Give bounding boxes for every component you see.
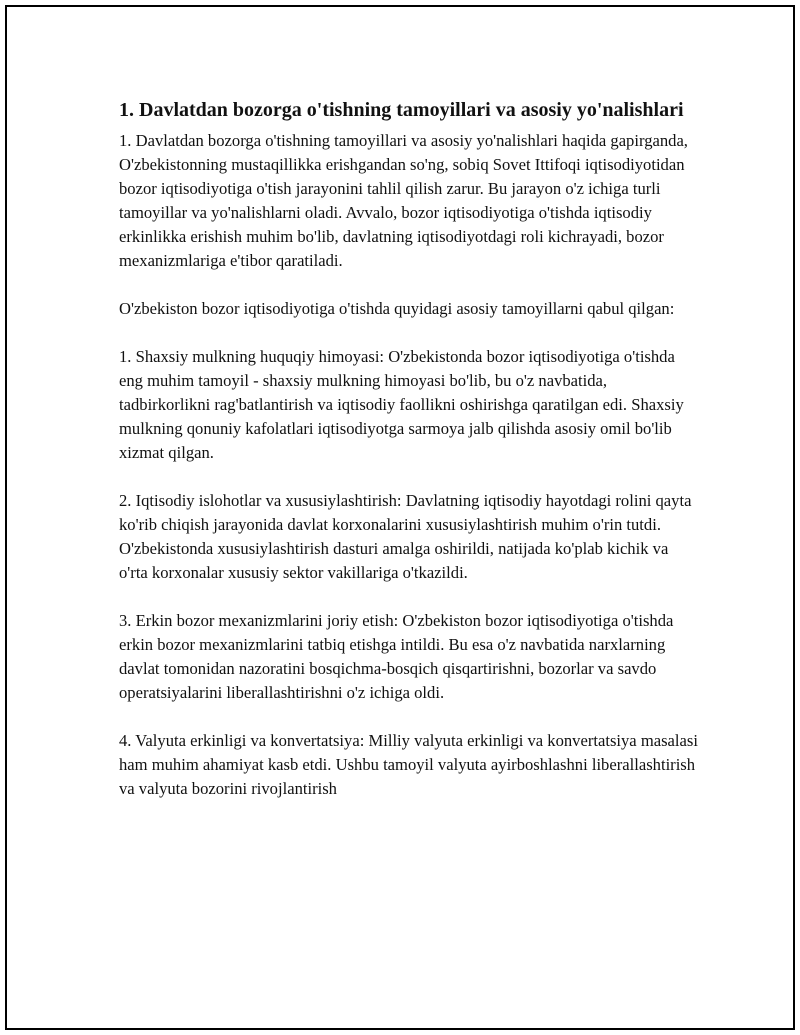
document-body — [119, 97, 699, 825]
paragraph-principle-1: 1. Shaxsiy mulkning huquqiy himoyasi: O'zbekistonda bozor iqtisodiyotiga o'tishda eng muhim tamoyil - shaxsiy mulkning himoyasi bo'lib, bu o'z navbatida, tadbirkorlikni rag'batlantirish va iqtisodiy faollikni oshirishga qaratilgan edi. Shaxsiy mulkning qonuniy kafolatlari iqtisodiyotga sarmoya jalb qilishda asosiy omil bo'lib xizmat qilgan. — [119, 347, 684, 462]
paragraph-principle-4: 4. Valyuta erkinligi va konvertatsiya: Milliy valyuta erkinligi va konvertatsiya masalasi ham muhim ahamiyat kasb etdi. Ushbu tamoyil valyuta ayirboshlashni liberallashtirish va valyuta bozorini rivojlantirish — [119, 731, 698, 798]
paragraph-principle-2: 2. Iqtisodiy islohotlar va xususiylashtirish: Davlatning iqtisodiy hayotdagi rolini qayta ko'rib chiqish jarayonida davlat korxonalarini xususiylashtirish muhim o'rin tutdi. O'zbekistonda xususiylashtirish dasturi amalga oshirildi, natijada ko'plab kichik va o'rta korxonalar xususiy sektor vakillariga o'tkazildi. — [119, 491, 692, 582]
paragraph-intro: 1. Davlatdan bozorga o'tishning tamoyillari va asosiy yo'nalishlari haqida gapirganda, O'zbekistonning mustaqillikka erishgandan so'ng, sobiq Sovet Ittifoqi iqtisodiyotidan bozor iqtisodiyotiga o'tish jarayonini tahlil qilish zarur. Bu jarayon o'z ichiga turli tamoyillar va yo'nalishlarni oladi. Avvalo, bozor iqtisodiyotiga o'tishda iqtisodiy erkinlikka erishish muhim bo'lib, davlatning iqtisodiyotdagi roli kichrayadi, bozor mexanizmlariga e'tibor qaratiladi. — [119, 131, 688, 270]
document-title: 1. Davlatdan bozorga o'tishning tamoyillari va asosiy yo'nalishlari — [119, 99, 684, 121]
paragraph-principles-lead: O'zbekiston bozor iqtisodiyotiga o'tishda quyidagi asosiy tamoyillarni qabul qilgan: — [119, 299, 675, 318]
paragraph-principle-3: 3. Erkin bozor mexanizmlarini joriy etish: O'zbekiston bozor iqtisodiyotiga o'tishda erkin bozor mexanizmlarini tatbiq etishga intildi. Bu esa o'z navbatida narxlarning davlat tomonidan nazoratini bosqichma-bosqich qisqartirishni, bozorlar va savdo operatsiyalarini liberallashtirishni o'z ichiga oldi. — [119, 611, 674, 702]
page-frame — [5, 5, 795, 1030]
